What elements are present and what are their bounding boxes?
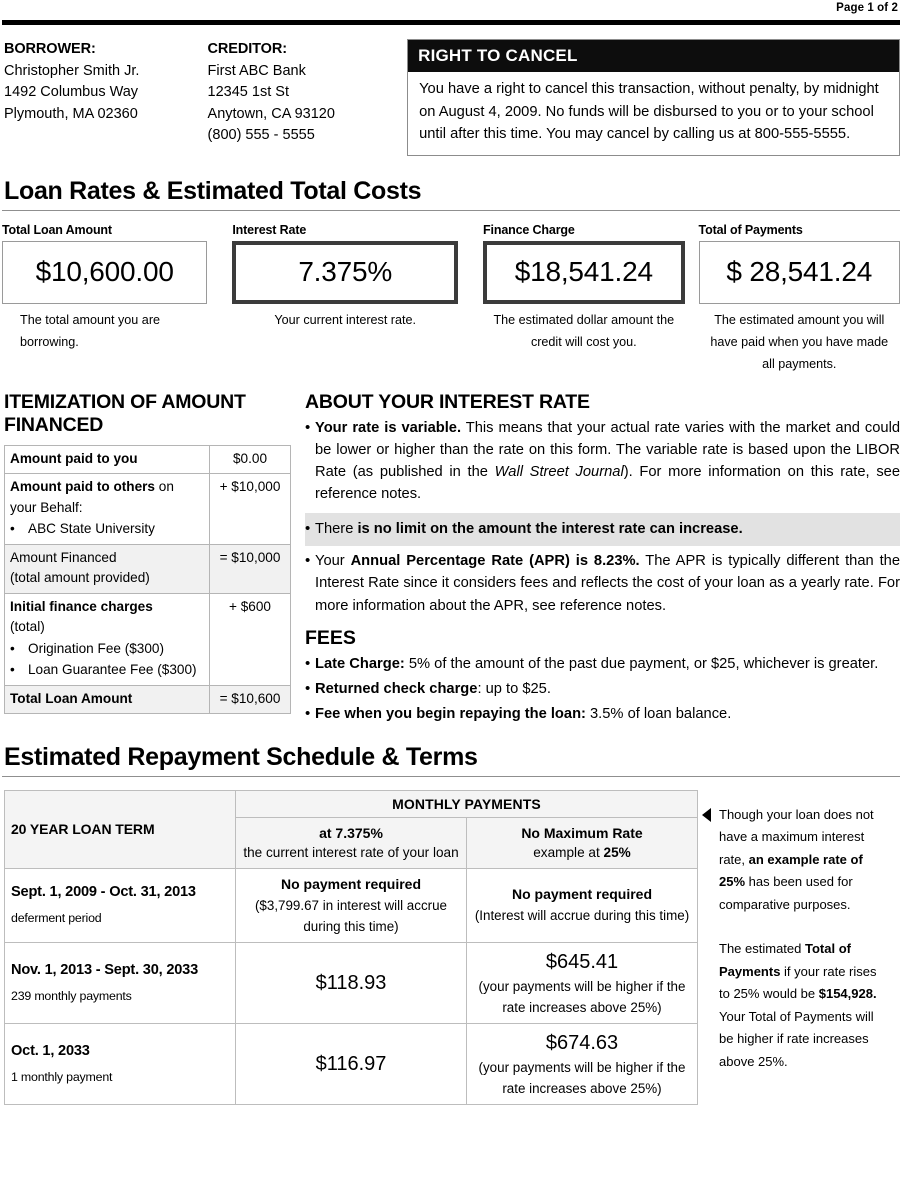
fee-item-late-charge — [305, 653, 900, 675]
bullet-dot-icon: • — [305, 705, 311, 723]
schedule-period-sub: 1 monthly payment — [11, 1069, 113, 1084]
itemization-bullet-text: ABC State University — [28, 521, 155, 536]
schedule-note-2-a: The estimated — [719, 941, 805, 957]
itemization-amount-cell: + $10,000 — [210, 474, 291, 545]
schedule-note-2-c: Your Total of Payments will be higher if rate increases above 25%. — [719, 1008, 874, 1069]
key-figure-interest-rate — [232, 223, 458, 375]
itemization-sub-line: (total amount provided) — [10, 570, 150, 585]
about-rate-highlight-row — [305, 513, 900, 546]
schedule-period: Sept. 1, 2009 - Oct. 31, 2013 — [11, 884, 196, 901]
repayment-schedule-table — [4, 790, 698, 1105]
monthly-payments-header: MONTHLY PAYMENTS — [236, 790, 698, 817]
schedule-note-1 — [700, 804, 890, 917]
column-header-current-rate — [236, 817, 467, 868]
key-figure-finance-charge — [483, 223, 684, 375]
about-rate-bullet-1-text — [315, 417, 900, 506]
about-rate-column — [305, 391, 900, 726]
itemization-bullet-text: Origination Fee ($300) — [28, 640, 165, 656]
bullet-dot-icon: • — [305, 519, 311, 537]
bullet-dot-icon: • — [305, 418, 311, 436]
parties-section — [2, 39, 900, 156]
table-row — [5, 593, 291, 685]
borrower-block — [2, 39, 208, 125]
itemization-label-cell — [5, 445, 210, 474]
itemization-label-cell — [5, 544, 210, 593]
bullet-dot-icon: • — [10, 662, 15, 677]
creditor-block — [208, 39, 408, 147]
schedule-current-main: $118.93 — [315, 971, 387, 994]
itemization-table — [4, 445, 291, 715]
top-divider — [2, 20, 900, 25]
schedule-divider — [2, 776, 900, 777]
borrower-label: BORROWER: — [4, 41, 96, 57]
fee-item-text — [315, 653, 900, 675]
about-rate-bullet-1-rest-b: ). For more information on this rate, see reference notes. — [315, 464, 901, 503]
column-header-title: at 7.375% — [319, 824, 383, 841]
fee-item-returned-check — [305, 678, 900, 700]
key-figure-value: 7.375% — [232, 241, 458, 304]
table-row — [5, 445, 291, 474]
itemization-amount-cell: $0.00 — [210, 445, 291, 474]
fee-item-rest: 5% of the amount of the past due payment, or $25, whichever is greater. — [404, 655, 879, 672]
itemization-label-bold: Total Loan Amount — [10, 690, 133, 706]
fee-item-bold: Fee when you begin repaying the loan: — [315, 706, 586, 723]
borrower-line-3: Plymouth, MA 02360 — [4, 105, 138, 122]
itemization-column — [2, 391, 289, 715]
about-rate-bullet-2-prefix: There — [315, 520, 358, 537]
bullet-dot-icon: • — [10, 640, 15, 656]
loan-term-label: 20 YEAR LOAN TERM — [5, 790, 236, 868]
schedule-max-rate-cell — [467, 868, 698, 942]
key-figure-value: $18,541.24 — [483, 241, 684, 304]
table-row — [5, 868, 698, 942]
column-header-sub-pre: example at — [533, 844, 604, 860]
itemization-bullet — [10, 660, 204, 681]
about-rate-bullet-2-bold: is no limit on the amount the interest rate can increase. — [357, 520, 743, 537]
about-rate-bullet-3-prefix: Your — [315, 552, 351, 569]
right-to-cancel-box — [407, 39, 900, 156]
creditor-line-3: Anytown, CA 93120 — [207, 105, 335, 122]
fee-item-repayment-fee — [305, 703, 900, 725]
itemization-label-rest: on your Behalf: — [10, 479, 174, 515]
key-figure-total-loan-amount — [2, 223, 207, 375]
about-rate-bullet-2-text — [315, 518, 900, 540]
about-rate-bullet-1 — [305, 417, 900, 506]
table-row — [5, 474, 291, 545]
schedule-max-main: No payment required — [511, 886, 653, 903]
about-rate-bullet-3-rest: The APR is typically different than the Interest Rate since it considers fees and reflects the cost of your loan as a yearly rate. For more information about the APR, see reference notes. — [315, 552, 900, 614]
key-figure-caption: The total amount you are borrowing. — [20, 312, 161, 349]
schedule-period-cell — [5, 868, 236, 942]
itemization-label-bold: Initial finance charges — [10, 598, 153, 614]
schedule-note-2-b: if your rate rises to 25% would be — [719, 963, 877, 1002]
right-to-cancel-body: You have a right to cancel this transaction, without penalty, by midnight on August 4, 2009. No funds will be disbursed to you or to your school until after this time. You may cancel by calling us at 800-555-5555. — [419, 81, 879, 142]
left-arrow-icon — [702, 808, 711, 822]
schedule-notes-column — [700, 790, 890, 1074]
schedule-current-rate-cell — [236, 942, 467, 1023]
column-header-max-rate — [467, 817, 698, 868]
schedule-note-2-bold-2: $154,928. — [818, 986, 877, 1002]
creditor-line-1: First ABC Bank — [207, 62, 306, 79]
itemization-label-rest: Amount Financed — [10, 549, 117, 565]
schedule-note-1-bold: an example rate of 25% — [719, 851, 863, 890]
itemization-heading: ITEMIZATION OF AMOUNT FINANCED — [4, 390, 246, 436]
fee-item-rest: : up to $25. — [477, 681, 551, 698]
schedule-max-main: $674.63 — [545, 1031, 619, 1054]
schedule-heading: Estimated Repayment Schedule & Terms — [4, 742, 478, 771]
about-rate-heading: ABOUT YOUR INTEREST RATE — [305, 390, 590, 413]
table-row — [5, 942, 698, 1023]
itemization-amount-cell: = $10,000 — [210, 544, 291, 593]
table-row — [5, 544, 291, 593]
schedule-period: Oct. 1, 2033 — [11, 1042, 90, 1059]
middle-section — [2, 391, 900, 726]
borrower-line-1: Christopher Smith Jr. — [4, 62, 140, 79]
schedule-period: Nov. 1, 2013 - Sept. 30, 2033 — [11, 961, 198, 978]
fee-item-rest: 3.5% of loan balance. — [585, 706, 732, 723]
fee-item-text — [315, 678, 900, 700]
key-figure-label: Finance Charge — [483, 222, 575, 237]
table-row — [5, 685, 291, 714]
key-figure-label: Total of Payments — [698, 222, 803, 237]
column-header-sub — [473, 843, 691, 863]
schedule-current-note: ($3,799.67 in interest will accrue during this time) — [254, 897, 448, 934]
itemization-bullet — [10, 639, 204, 660]
schedule-section — [2, 790, 900, 1105]
bullet-dot-icon: • — [305, 551, 311, 569]
itemization-sub-line: (total) — [10, 619, 45, 634]
loan-rates-heading: Loan Rates & Estimated Total Costs — [4, 176, 422, 205]
fees-heading: FEES — [305, 626, 356, 649]
about-rate-bullet-3 — [305, 550, 900, 617]
about-rate-bullet-1-bold: Your rate is variable. — [315, 419, 462, 436]
schedule-note-2-bold-1: Total of Payments — [719, 941, 851, 979]
schedule-max-main: $645.41 — [545, 950, 619, 973]
schedule-period-cell — [5, 942, 236, 1023]
itemization-label-cell — [5, 685, 210, 714]
key-figure-label: Total Loan Amount — [2, 222, 112, 237]
schedule-max-note: (Interest will accrue during this time) — [474, 908, 690, 924]
column-header-sub-bold: 25% — [603, 844, 631, 860]
fee-item-bold: Late Charge: — [315, 655, 405, 672]
about-rate-bullet-1-rest-a: This means that your actual rate varies with the market and could be lower or higher than the rate on this form. The variable rate is based upon the LIBOR Rate (as published in the — [315, 419, 901, 481]
key-figure-value: $ 28,541.24 — [699, 241, 900, 304]
schedule-note-2 — [700, 938, 890, 1073]
schedule-period-sub: deferment period — [11, 911, 102, 926]
table-row — [5, 1023, 698, 1104]
schedule-period-cell — [5, 1023, 236, 1104]
key-figure-total-of-payments — [699, 223, 900, 375]
creditor-label: CREDITOR: — [207, 41, 287, 57]
loan-rates-divider — [2, 210, 900, 211]
about-rate-bullet-2 — [305, 518, 900, 540]
borrower-line-2: 1492 Columbus Way — [4, 84, 139, 100]
key-figure-label: Interest Rate — [232, 222, 307, 237]
schedule-period-sub: 239 monthly payments — [11, 988, 132, 1003]
key-figure-value: $10,600.00 — [2, 241, 207, 304]
schedule-current-main: $116.97 — [315, 1052, 387, 1075]
page-number: Page 1 of 2 — [836, 2, 898, 14]
schedule-max-note: (your payments will be higher if the rate increases above 25%) — [478, 1059, 686, 1096]
schedule-current-rate-cell — [236, 1023, 467, 1104]
bullet-dot-icon: • — [10, 521, 15, 536]
bullet-dot-icon: • — [305, 680, 311, 698]
key-figure-caption: Your current interest rate. — [274, 312, 417, 327]
creditor-phone: (800) 555 - 5555 — [207, 127, 315, 143]
itemization-bullet — [10, 519, 204, 540]
fee-item-bold: Returned check charge — [315, 681, 478, 698]
schedule-max-rate-cell — [467, 1023, 698, 1104]
key-figures-row — [2, 223, 900, 375]
bullet-dot-icon: • — [305, 654, 311, 672]
about-rate-bullet-3-bold: Annual Percentage Rate (APR) is 8.23%. — [350, 552, 640, 569]
fee-item-text — [315, 703, 900, 725]
itemization-amount-cell: = $10,600 — [210, 685, 291, 714]
schedule-max-rate-cell — [467, 942, 698, 1023]
column-header-title: No Maximum Rate — [521, 824, 643, 841]
right-to-cancel-title: RIGHT TO CANCEL — [408, 40, 899, 72]
schedule-max-note: (your payments will be higher if the rate increases above 25%) — [478, 978, 686, 1015]
itemization-amount-cell: + $600 — [210, 593, 291, 685]
creditor-line-2: 12345 1st St — [207, 84, 289, 100]
key-figure-caption: The estimated dollar amount the credit will cost you. — [493, 312, 675, 349]
schedule-note-1-a: Though your loan does not have a maximum interest rate, — [719, 806, 874, 867]
about-rate-bullet-3-text — [315, 550, 900, 617]
schedule-current-main: No payment required — [280, 875, 422, 892]
about-rate-bullet-1-italic: Wall Street Journal — [494, 464, 624, 481]
column-header-sub: the current interest rate of your loan — [243, 844, 459, 860]
itemization-label-bold: Amount paid to you — [10, 450, 138, 466]
schedule-current-rate-cell — [236, 868, 467, 942]
itemization-bullet-text: Loan Guarantee Fee ($300) — [28, 662, 197, 677]
table-header-row — [5, 790, 698, 817]
itemization-label-cell — [5, 474, 210, 545]
itemization-label-bold: Amount paid to others — [10, 479, 155, 494]
itemization-label-cell — [5, 593, 210, 685]
key-figure-caption: The estimated amount you will have paid when you have made all payments. — [710, 312, 889, 371]
schedule-note-1-b: has been used for comparative purposes. — [719, 874, 853, 912]
